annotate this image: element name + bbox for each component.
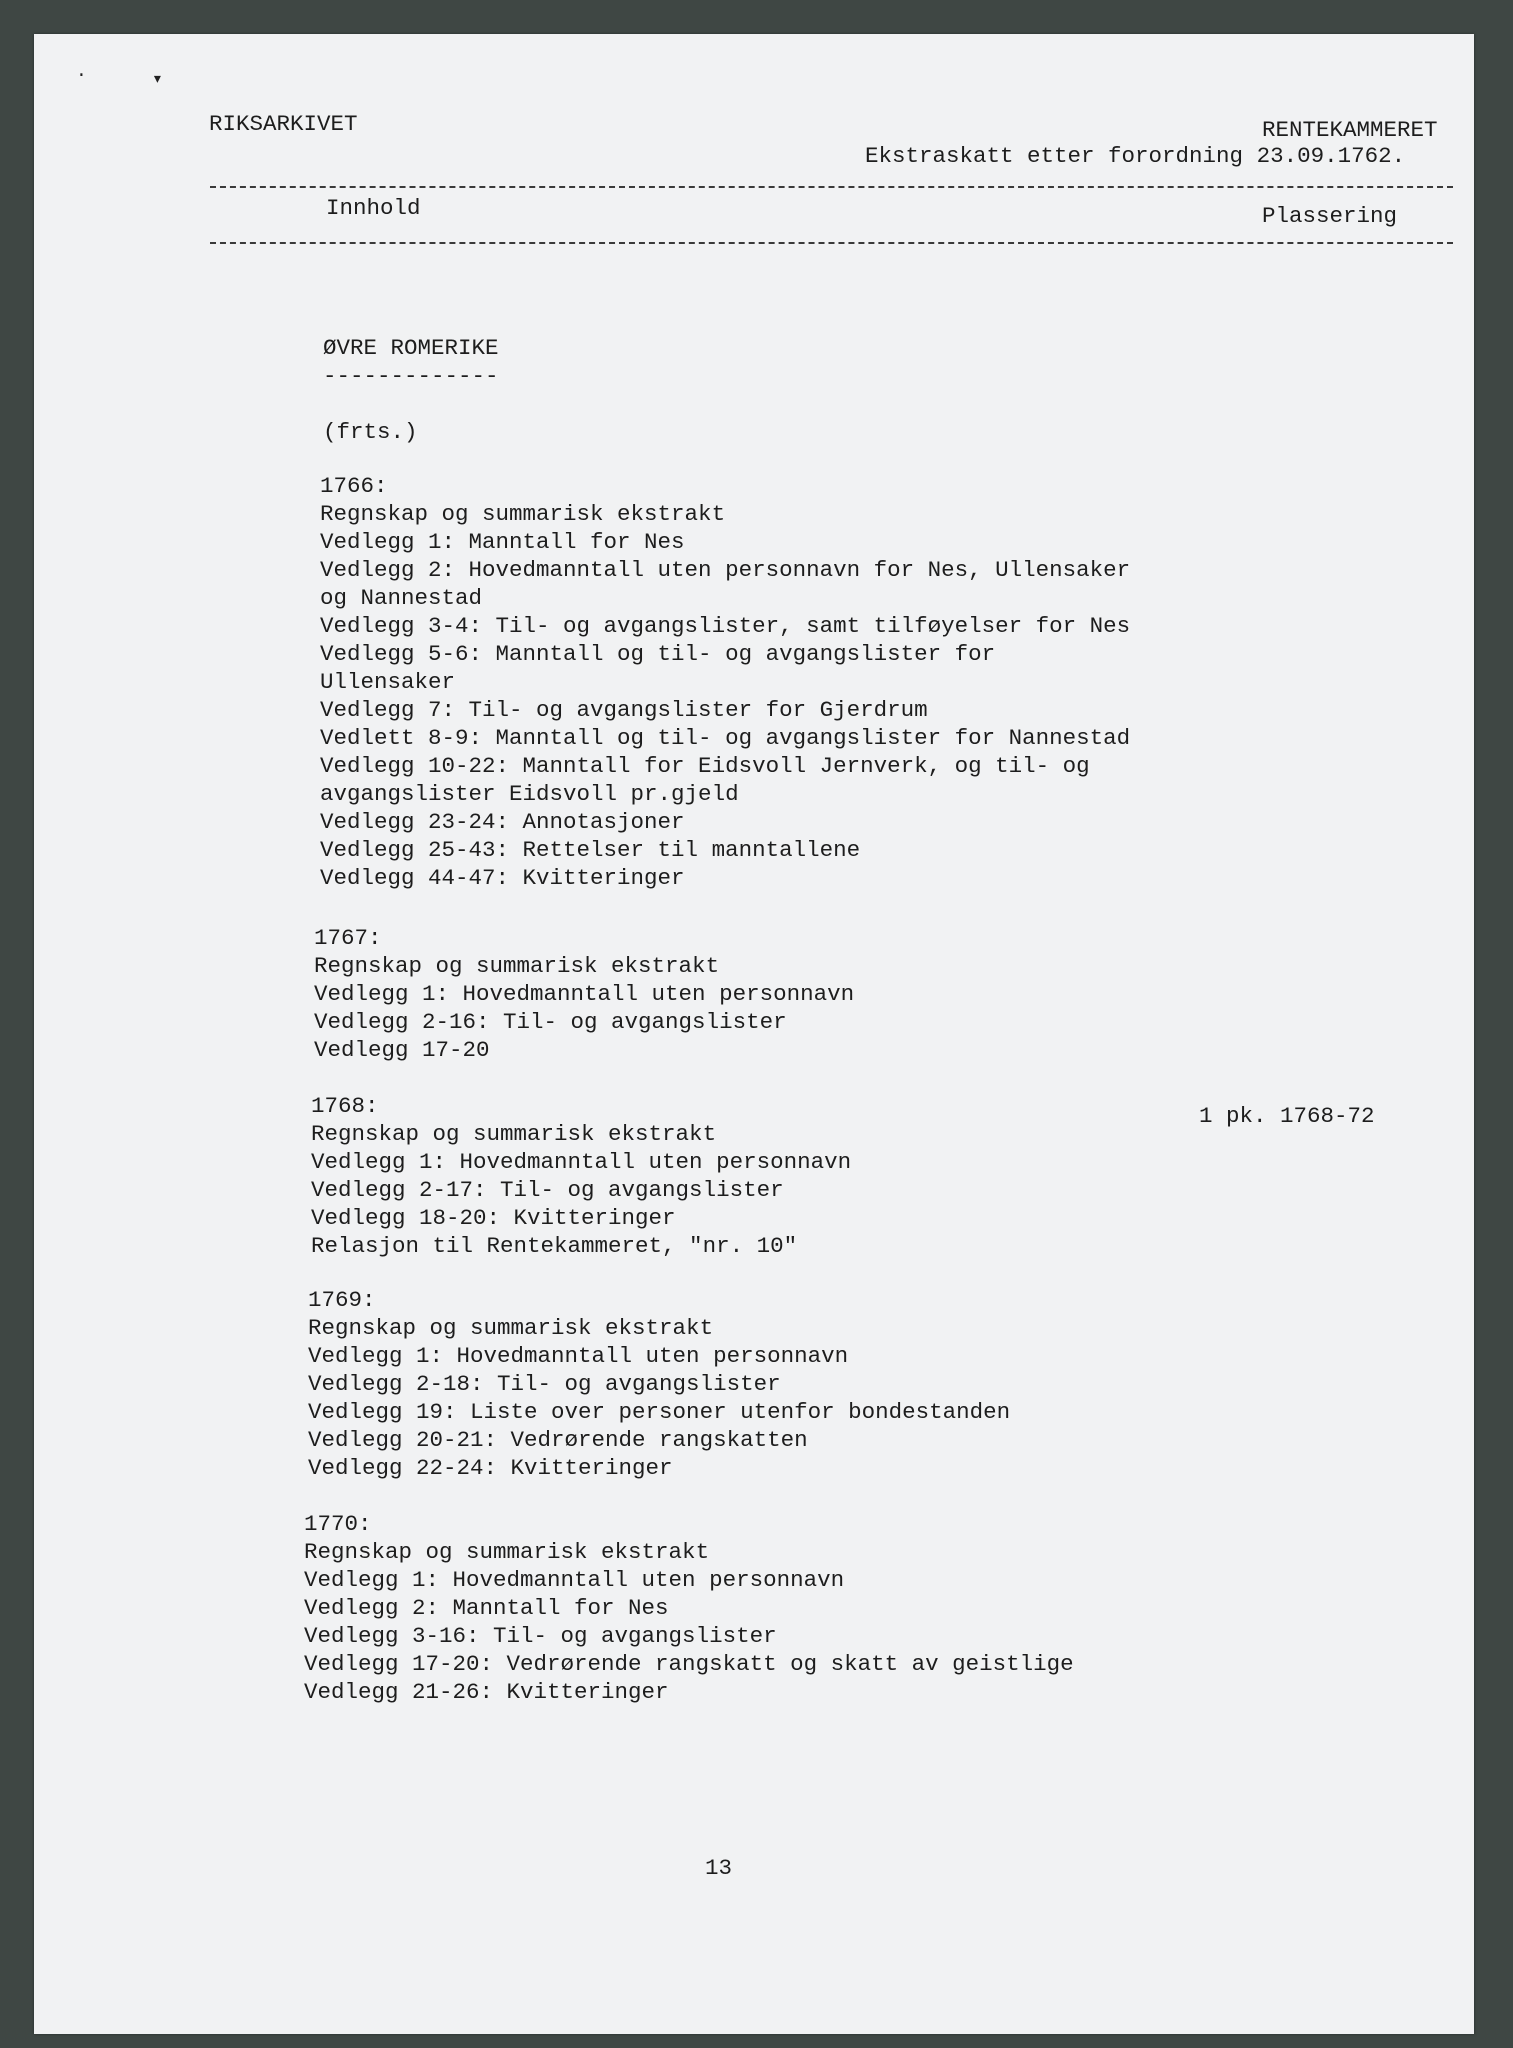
entry-line: Vedlegg 1: Hovedmanntall uten personnavn <box>304 1567 845 1593</box>
entry-line: Vedlegg 17-20 <box>314 1037 490 1063</box>
entry-line: Vedlegg 2: Manntall for Nes <box>304 1595 669 1621</box>
year-block-1767 <box>314 924 854 1064</box>
entry-line: Vedlegg 25-43: Rettelser til manntallene <box>320 837 861 863</box>
entry-line: Vedlegg 2-18: Til- og avgangslister <box>308 1371 781 1397</box>
section-title: ØVRE ROMERIKE <box>323 335 499 361</box>
entry-line: Ullensaker <box>320 669 456 695</box>
year-block-1769 <box>308 1286 1010 1482</box>
entry-line: avgangslister Eidsvoll pr.gjeld <box>320 781 739 807</box>
entry-line: Vedlegg 2-16: Til- og avgangslister <box>314 1009 787 1035</box>
year-heading: 1766: <box>320 473 388 499</box>
entry-line: Vedlegg 1: Manntall for Nes <box>320 529 685 555</box>
header-rule-bottom <box>210 242 1453 244</box>
entry-line: Regnskap og summarisk ekstrakt <box>314 953 720 979</box>
year-heading: 1767: <box>314 925 382 951</box>
header-subtitle: Ekstraskatt etter forordning 23.09.1762. <box>865 143 1406 169</box>
column-header-placement: Plassering <box>1262 203 1398 229</box>
header-rule-top <box>210 186 1453 188</box>
entry-line: Regnskap og summarisk ekstrakt <box>320 501 726 527</box>
entry-line: Relasjon til Rentekammeret, "nr. 10" <box>311 1233 798 1259</box>
placement-1768: 1 pk. 1768-72 <box>1199 1103 1375 1129</box>
entry-line: og Nannestad <box>320 585 483 611</box>
entry-line: Vedlegg 5-6: Manntall og til- og avgangslister for <box>320 641 996 667</box>
entry-line: Vedlegg 1: Hovedmanntall uten personnavn <box>311 1149 852 1175</box>
entry-line: Vedlegg 19: Liste over personer utenfor bondestanden <box>308 1399 1011 1425</box>
year-heading: 1770: <box>304 1511 372 1537</box>
entry-line: Vedlett 8-9: Manntall og til- og avgangslister for Nannestad <box>320 725 1131 751</box>
entry-line: Vedlegg 2-17: Til- og avgangslister <box>311 1177 784 1203</box>
entry-line: Vedlegg 22-24: Kvitteringer <box>308 1455 673 1481</box>
section-intro <box>323 334 499 446</box>
year-block-1766 <box>320 472 1130 892</box>
scan-speck: · <box>76 66 87 86</box>
year-block-1770 <box>304 1510 1074 1706</box>
header-department: RENTEKAMMERET <box>1262 117 1438 143</box>
year-heading: 1768: <box>311 1093 379 1119</box>
entry-line: Regnskap og summarisk ekstrakt <box>311 1121 717 1147</box>
entry-line: Vedlegg 3-16: Til- og avgangslister <box>304 1623 777 1649</box>
entry-line: Vedlegg 7: Til- og avgangslister for Gjerdrum <box>320 697 928 723</box>
year-heading: 1769: <box>308 1287 376 1313</box>
section-underline: ------------- <box>323 363 499 389</box>
entry-line: Vedlegg 2: Hovedmanntall uten personnavn for Nes, Ullensaker <box>320 557 1131 583</box>
entry-line: Vedlegg 10-22: Manntall for Eidsvoll Jernverk, og til- og <box>320 753 1090 779</box>
column-header-content: Innhold <box>326 195 421 221</box>
entry-line: Vedlegg 20-21: Vedrørende rangskatten <box>308 1427 808 1453</box>
entry-line: Vedlegg 1: Hovedmanntall uten personnavn <box>308 1343 849 1369</box>
entry-line: Vedlegg 17-20: Vedrørende rangskatt og skatt av geistlige <box>304 1651 1074 1677</box>
year-block-1768 <box>311 1092 851 1260</box>
scan-speck: ▾ <box>152 70 163 90</box>
page-number: 13 <box>705 1855 733 1881</box>
header-archive: RIKSARKIVET <box>209 111 358 137</box>
entry-line: Vedlegg 18-20: Kvitteringer <box>311 1205 676 1231</box>
entry-line: Vedlegg 23-24: Annotasjoner <box>320 809 685 835</box>
section-continued: (frts.) <box>323 419 418 445</box>
entry-line: Vedlegg 3-4: Til- og avgangslister, samt tilføyelser for Nes <box>320 613 1131 639</box>
document-page <box>34 34 1474 2034</box>
entry-line: Regnskap og summarisk ekstrakt <box>308 1315 714 1341</box>
entry-line: Vedlegg 44-47: Kvitteringer <box>320 865 685 891</box>
entry-line: Vedlegg 1: Hovedmanntall uten personnavn <box>314 981 855 1007</box>
entry-line: Vedlegg 21-26: Kvitteringer <box>304 1679 669 1705</box>
entry-line: Regnskap og summarisk ekstrakt <box>304 1539 710 1565</box>
